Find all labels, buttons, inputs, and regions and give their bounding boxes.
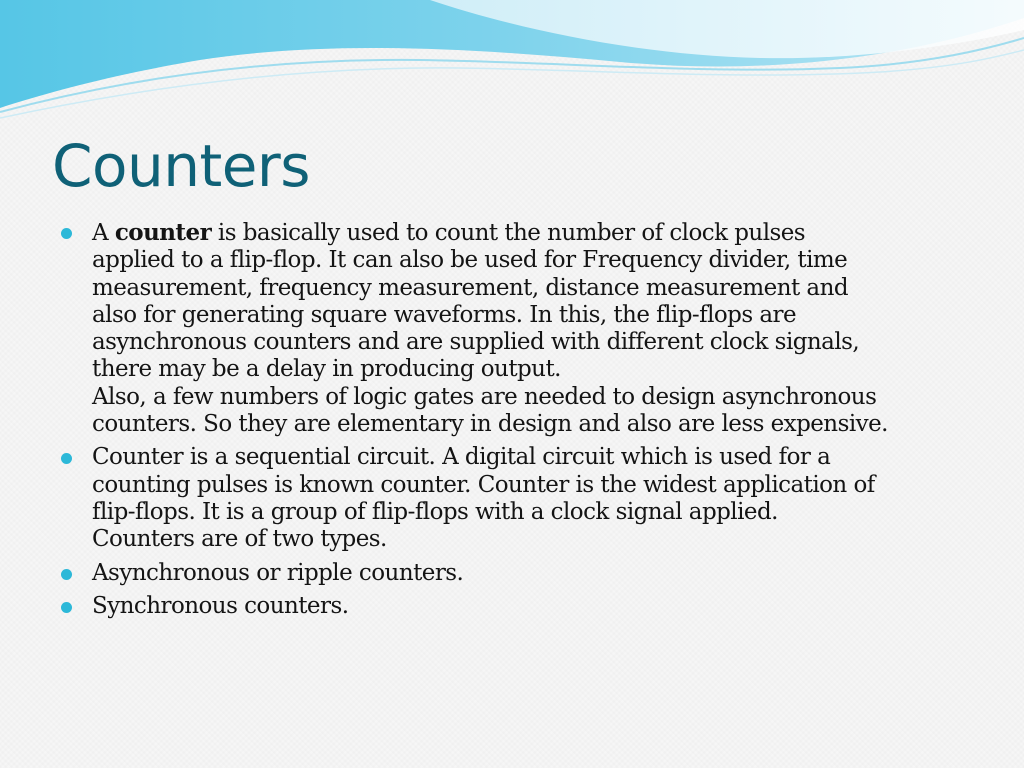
bullet-line: asynchronous counters and are supplied with different clock signals, [92, 329, 860, 356]
bullet-item [58, 593, 988, 620]
bullet-line: Asynchronous or ripple counters. [92, 559, 464, 586]
slide-title: Counters [52, 132, 310, 200]
bullet-item [58, 219, 988, 438]
bullet-item [58, 444, 988, 553]
bullet-line: also for generating square waveforms. In this, the flip-flops are [92, 301, 797, 328]
bullet-dot-icon [61, 602, 72, 613]
bullet-line: Synchronous counters. [92, 592, 349, 619]
bullet-dot-icon [61, 453, 72, 464]
bullet-dot-icon [61, 228, 72, 239]
header-wave-decoration [0, 0, 1024, 130]
bullet-line: Counters are of two types. [92, 526, 387, 553]
bullet-item [58, 560, 988, 587]
bullet-line: there may be a delay in producing output. [92, 356, 561, 383]
bullet-line: measurement, frequency measurement, distance measurement and [92, 274, 849, 301]
bullet-line: Also, a few numbers of logic gates are needed to design asynchronous [92, 383, 877, 410]
bullet-line: Counter is a sequential circuit. A digital circuit which is used for a [92, 444, 831, 471]
bullet-line: applied to a flip-flop. It can also be used for Frequency divider, time [92, 247, 848, 274]
bullet-line: flip-flops. It is a group of flip-flops with a clock signal applied. [92, 498, 778, 525]
bullet-list [58, 219, 988, 626]
bullet-dot-icon [61, 569, 72, 580]
bullet-line: counters. So they are elementary in design and also are less expensive. [92, 411, 888, 438]
bold-term: counter [114, 219, 212, 246]
bullet-line: A counter is basically used to count the number of clock pulses [92, 219, 806, 246]
bullet-line: counting pulses is known counter. Counter is the widest application of [92, 471, 875, 498]
